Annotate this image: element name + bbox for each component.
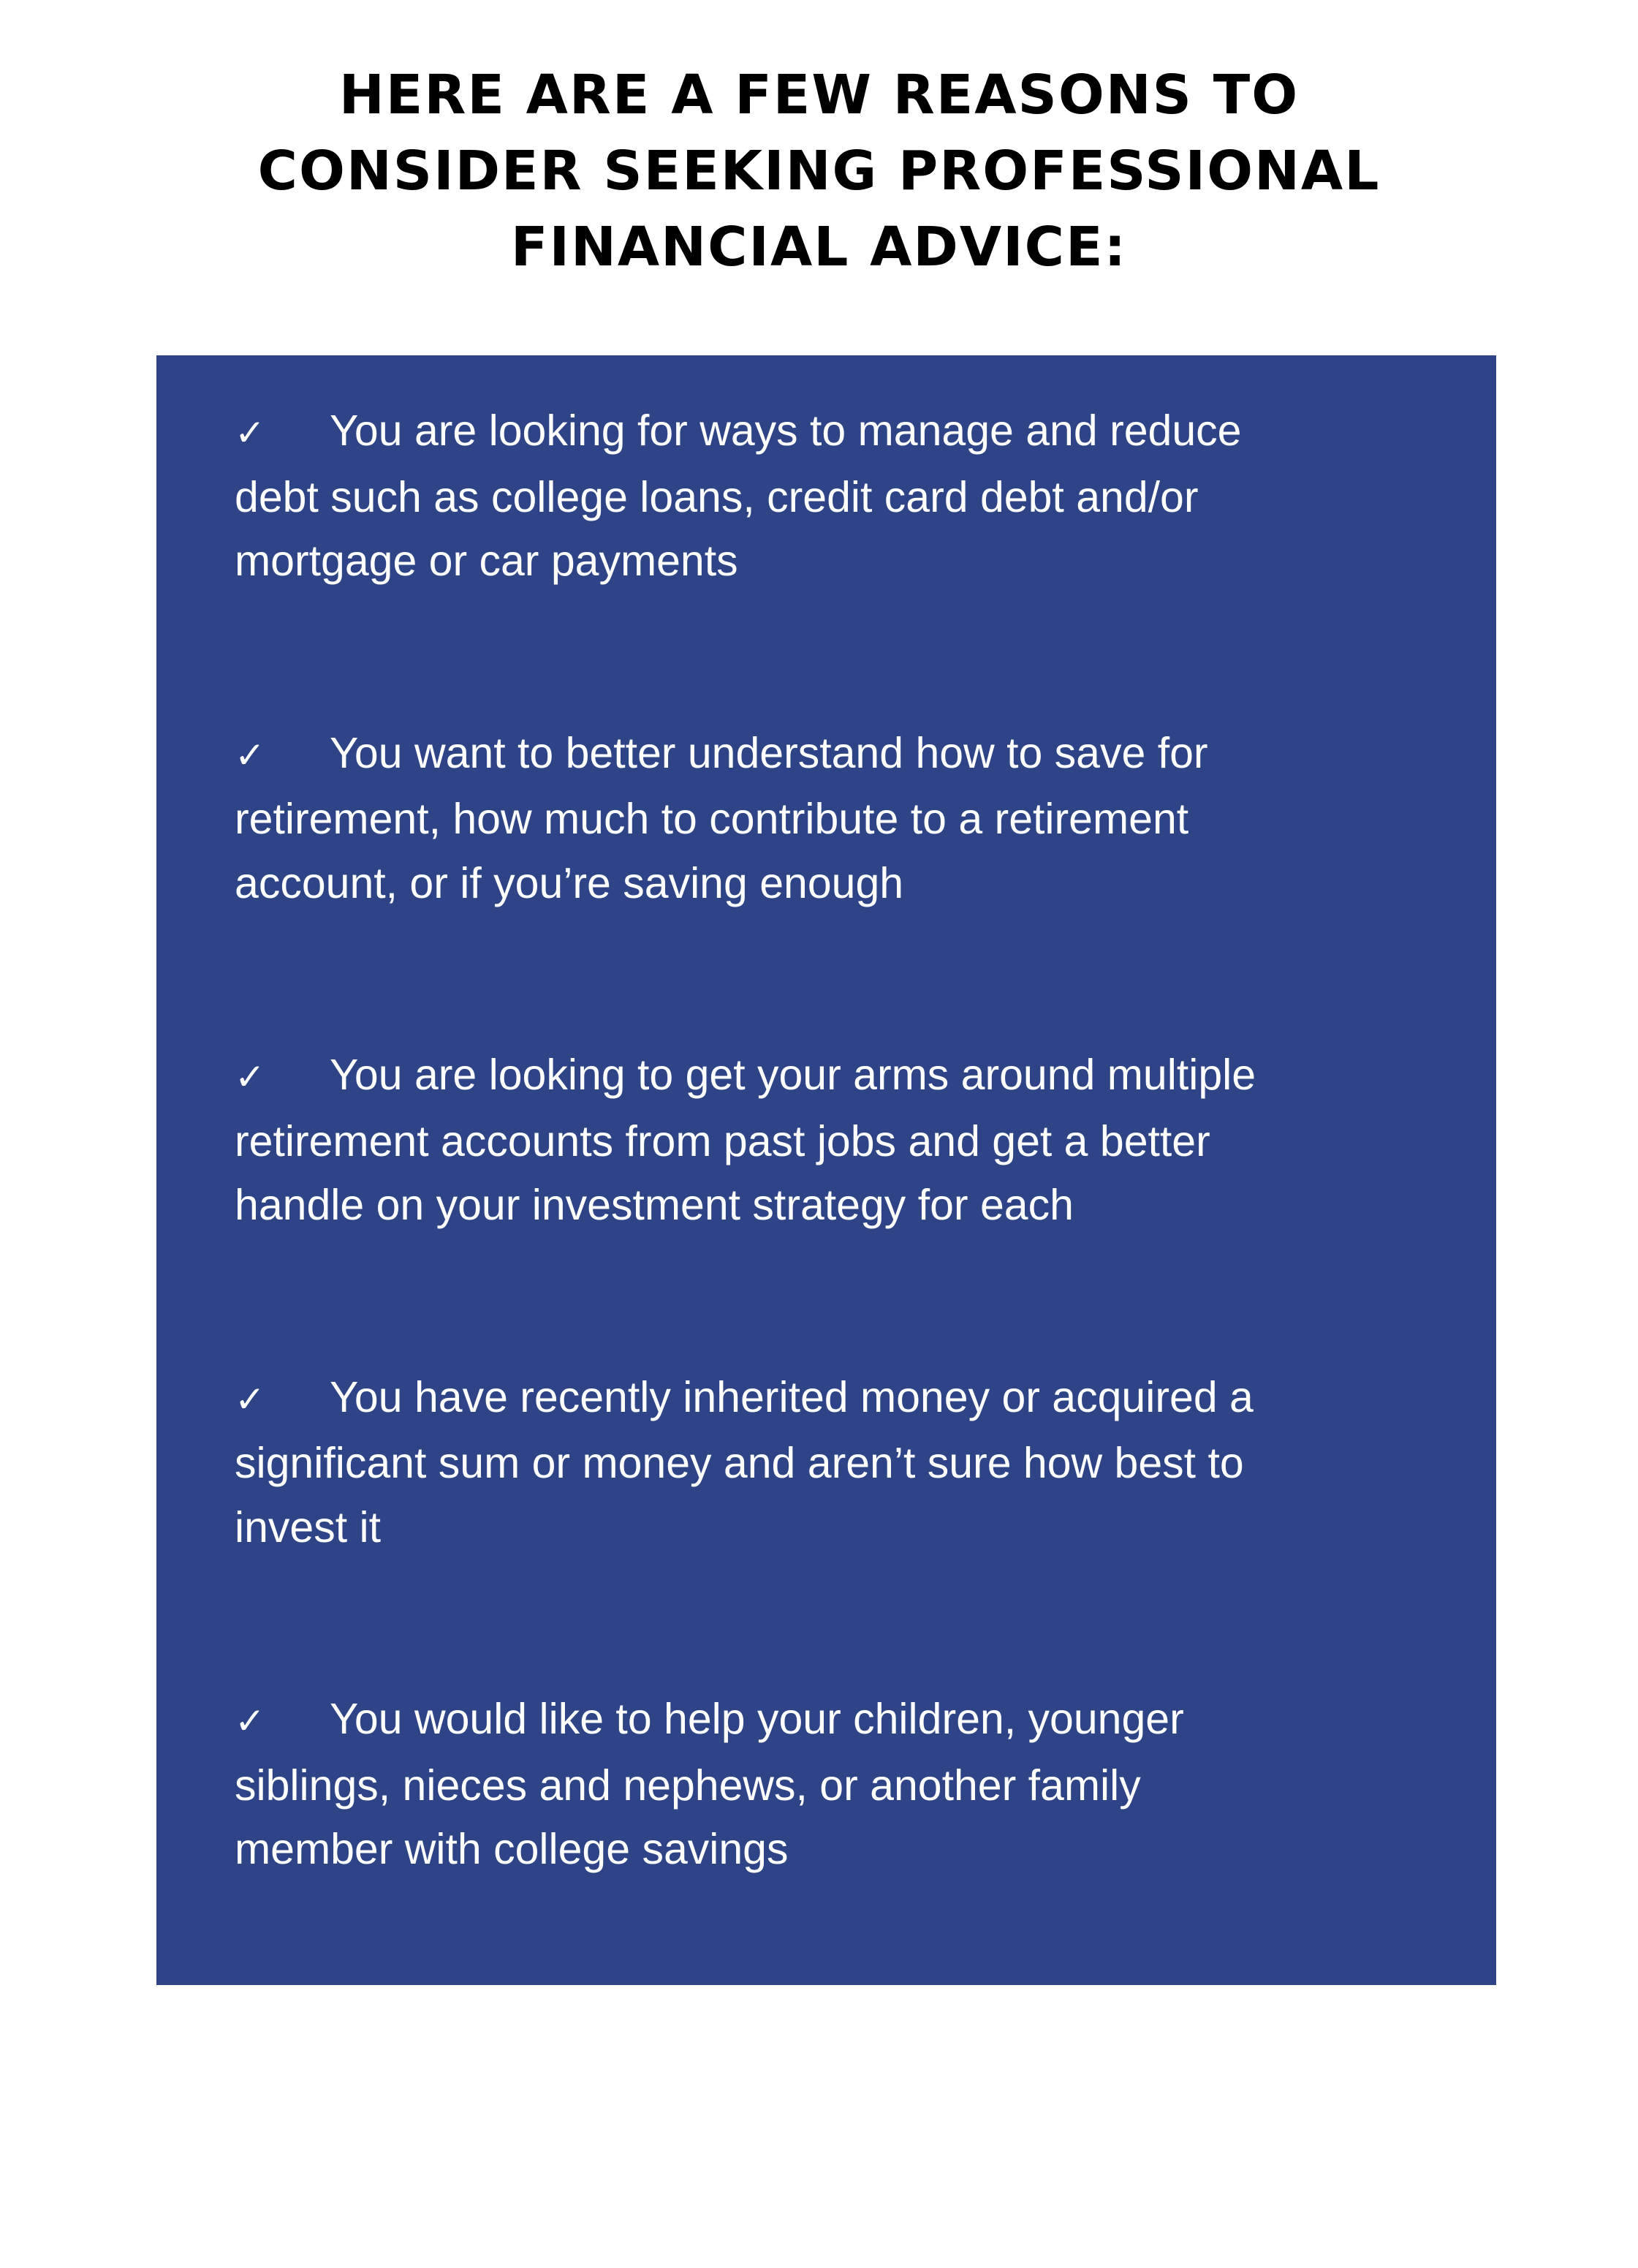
reason-item (235, 1687, 1452, 1882)
reason-line: retirement accounts from past jobs and get a better (235, 1116, 1210, 1165)
reason-line: account, or if you’re saving enough (235, 858, 904, 907)
reason-text: You are looking to get your arms around multiple (330, 1051, 1256, 1099)
check-icon: ✓ (235, 1377, 265, 1421)
check-icon: ✓ (235, 1700, 265, 1742)
reason-line: know how to finance such as buying a house, taking (235, 2083, 1230, 2131)
check-icon: ✓ (235, 2022, 265, 2065)
reason-line: care of parents or relatives, purchasing a car, or taking (235, 2147, 1275, 2196)
page-title (0, 57, 1638, 285)
check-icon: ✓ (235, 1056, 265, 1098)
reason-text: You would like to help your children, younger (330, 1695, 1184, 1743)
reason-line (235, 2010, 1452, 2076)
reason-line: mortgage or car payments (235, 537, 738, 585)
reason-line (235, 399, 1452, 466)
reason-line: retirement, how much to contribute to a retirement (235, 795, 1189, 843)
page-title-line: CONSIDER SEEKING PROFESSIONAL (257, 140, 1381, 203)
reason-text: You have life goals you want to achieve and don’t (330, 2016, 1273, 2065)
reason-line: significant sum or money and aren’t sure how best to (235, 1439, 1244, 1487)
page-title-line: HERE ARE A FEW REASONS TO (338, 64, 1300, 126)
reason-item (235, 1043, 1452, 1238)
reason-text: You want to better understand how to save for (330, 728, 1208, 777)
reason-line: handle on your investment strategy for each (235, 1181, 1074, 1229)
reason-text: You are looking for ways to manage and reduce (330, 407, 1242, 455)
reason-item (235, 399, 1452, 594)
reason-item (235, 722, 1452, 916)
reason-line: a trip (235, 2211, 331, 2259)
reason-line: debt such as college loans, credit card debt and/or (235, 472, 1199, 521)
reasons-list (235, 399, 1452, 2268)
reason-line: member with college savings (235, 1825, 789, 1873)
page-title-line: FINANCIAL ADVICE: (510, 216, 1128, 279)
reason-line (235, 1366, 1452, 1432)
reason-text: You have recently inherited money or acquired a (330, 1372, 1254, 1421)
reason-item (235, 1366, 1452, 1560)
reason-line: invest it (235, 1502, 382, 1551)
reason-item (235, 2010, 1452, 2268)
reason-line: siblings, nieces and nephews, or another family (235, 1761, 1141, 1810)
reason-line (235, 1687, 1452, 1754)
reasons-panel (156, 355, 1496, 2259)
reason-line (235, 1043, 1452, 1110)
check-icon: ✓ (235, 412, 265, 454)
check-icon: ✓ (235, 733, 265, 776)
reason-line (235, 722, 1452, 788)
